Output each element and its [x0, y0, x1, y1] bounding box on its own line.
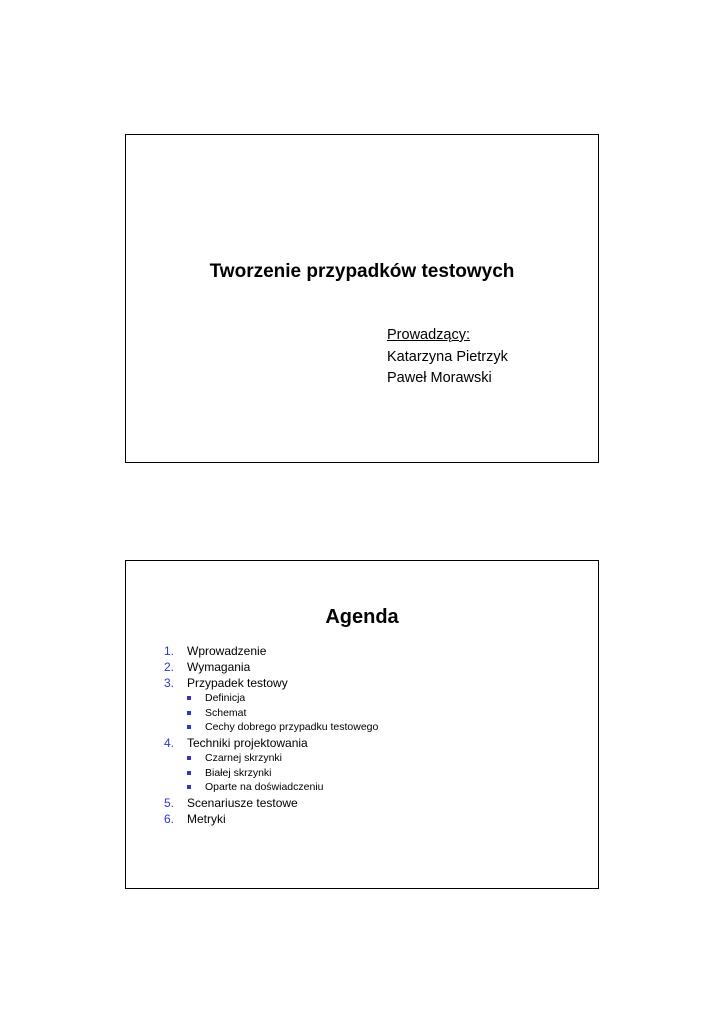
agenda-item-label: Wymagania: [187, 660, 251, 674]
presentation-title: Tworzenie przypadków testowych: [209, 261, 515, 282]
agenda-list: [126, 643, 598, 827]
agenda-subitem: [126, 706, 598, 721]
presenters-block: [387, 325, 508, 390]
square-bullet-icon: [187, 725, 191, 729]
agenda-item: [126, 659, 598, 675]
agenda-subitem-label: Schemat: [205, 706, 247, 719]
agenda-item-number: 4.: [164, 736, 175, 751]
agenda-subitem: [126, 751, 598, 766]
presenter-name: Katarzyna Pietrzyk: [387, 348, 508, 365]
agenda-subitem-label: Czarnej skrzynki: [205, 752, 283, 765]
agenda-subitem-label: Definicja: [205, 692, 246, 704]
title-slide: [125, 134, 599, 463]
agenda-item-label: Wprowadzenie: [187, 644, 267, 658]
agenda-item-number: 1.: [164, 644, 175, 658]
agenda-item-number: 6.: [164, 812, 175, 827]
agenda-subitem: [126, 780, 598, 795]
agenda-slide: [125, 560, 599, 889]
agenda-item-label: Metryki: [187, 812, 226, 827]
agenda-subitem: [126, 766, 598, 781]
agenda-item-label: Przypadek testowy: [187, 676, 288, 690]
agenda-title: Agenda: [325, 606, 399, 628]
agenda-item-label: Techniki projektowania: [187, 736, 308, 751]
agenda-subitem-label: Oparte na doświadczeniu: [205, 781, 324, 794]
agenda-item: [126, 643, 598, 659]
presenter-name: Paweł Morawski: [387, 370, 492, 386]
agenda-subitem: [126, 720, 598, 735]
agenda-subitem: [126, 691, 598, 706]
agenda-subitem-label: Cechy dobrego przypadku testowego: [205, 721, 379, 734]
square-bullet-icon: [187, 756, 191, 760]
square-bullet-icon: [187, 696, 191, 700]
agenda-item-number: 5.: [164, 796, 175, 811]
presenters-label: Prowadzący:: [387, 327, 471, 343]
square-bullet-icon: [187, 711, 191, 715]
agenda-item: [126, 795, 598, 811]
agenda-item-number: 2.: [164, 660, 175, 674]
agenda-item-number: 3.: [164, 676, 175, 690]
square-bullet-icon: [187, 771, 191, 775]
agenda-item: [126, 811, 598, 827]
agenda-item: [126, 675, 598, 691]
agenda-item: [126, 735, 598, 751]
square-bullet-icon: [187, 785, 191, 789]
agenda-subitem-label: Białej skrzynki: [205, 766, 272, 779]
agenda-item-label: Scenariusze testowe: [187, 796, 298, 811]
